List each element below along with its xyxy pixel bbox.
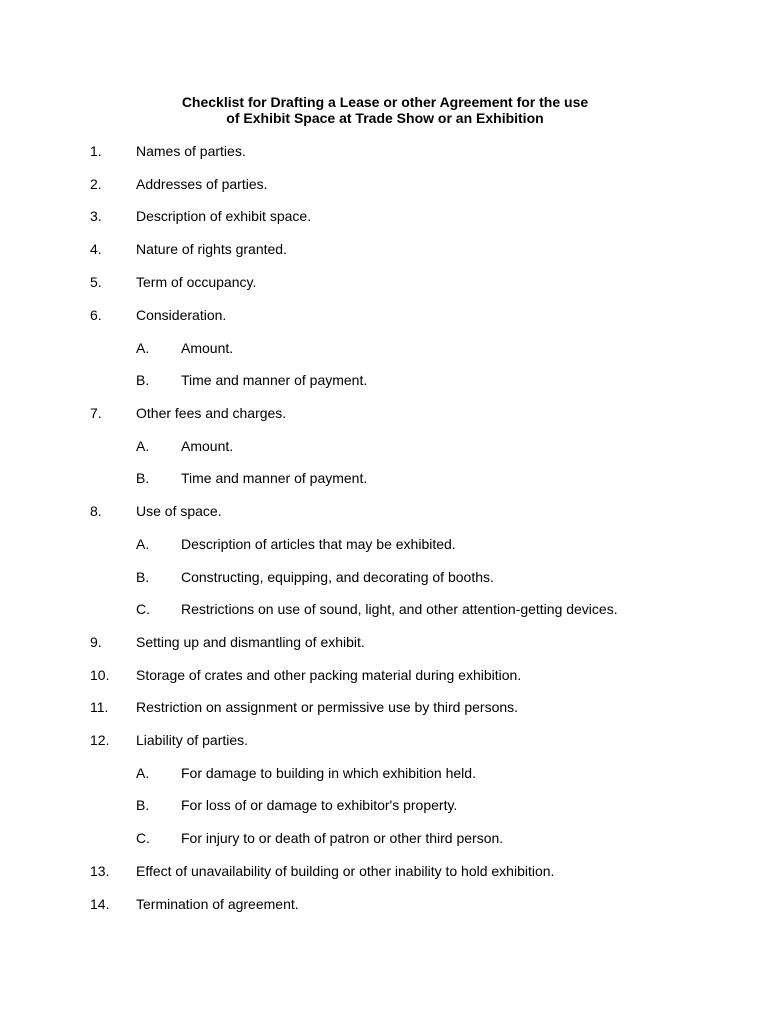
sub-item-text: Amount. <box>181 340 234 356</box>
item-text: Liability of parties. <box>136 732 249 748</box>
item-number: 6. <box>90 307 102 323</box>
sub-item-text: Time and manner of payment. <box>181 372 368 388</box>
item-text: Effect of unavailability of building or other inability to hold exhibition. <box>136 863 555 879</box>
document-title <box>0 94 770 126</box>
sub-item-text: Time and manner of payment. <box>181 470 368 486</box>
item-number: 4. <box>90 241 102 257</box>
sub-item-text: Description of articles that may be exhibited. <box>181 536 456 552</box>
item-number: 8. <box>90 503 102 519</box>
sub-item-letter: C. <box>136 830 150 846</box>
sub-item-letter: B. <box>136 372 150 388</box>
item-number: 3. <box>90 208 102 224</box>
sub-item-letter: A. <box>136 765 150 781</box>
item-text: Termination of agreement. <box>136 896 299 912</box>
item-text: Use of space. <box>136 503 222 519</box>
item-text: Setting up and dismantling of exhibit. <box>136 634 365 650</box>
sub-item-letter: B. <box>136 569 150 585</box>
title-line-2: of Exhibit Space at Trade Show or an Exhibition <box>226 110 544 126</box>
sub-item-letter: A. <box>136 340 150 356</box>
sub-item-text: Amount. <box>181 438 234 454</box>
sub-item-text: Constructing, equipping, and decorating of booths. <box>181 569 494 585</box>
title-line-1: Checklist for Drafting a Lease or other Agreement for the use <box>181 94 589 110</box>
sub-item-text: For injury to or death of patron or other third person. <box>181 830 504 846</box>
sub-item-letter: B. <box>136 470 150 486</box>
sub-item-text: For loss of or damage to exhibitor's property. <box>181 797 458 813</box>
sub-item-text: For damage to building in which exhibition held. <box>181 765 476 781</box>
sub-item-letter: B. <box>136 797 150 813</box>
sub-item-letter: A. <box>136 536 150 552</box>
item-text: Restriction on assignment or permissive use by third persons. <box>136 699 519 715</box>
item-text: Consideration. <box>136 307 227 323</box>
item-text: Names of parties. <box>136 143 246 159</box>
item-number: 2. <box>90 176 102 192</box>
item-number: 5. <box>90 274 102 290</box>
item-text: Other fees and charges. <box>136 405 287 421</box>
sub-item-letter: C. <box>136 601 150 617</box>
item-number: 10. <box>90 667 110 683</box>
item-number: 9. <box>90 634 102 650</box>
sub-item-letter: A. <box>136 438 150 454</box>
sub-item-text: Restrictions on use of sound, light, and other attention-getting devices. <box>181 601 618 617</box>
item-number: 14. <box>90 896 110 912</box>
item-number: 11. <box>90 699 109 715</box>
item-number: 7. <box>90 405 102 421</box>
item-text: Nature of rights granted. <box>136 241 287 257</box>
item-number: 13. <box>90 863 110 879</box>
item-text: Addresses of parties. <box>136 176 268 192</box>
item-text: Description of exhibit space. <box>136 208 312 224</box>
item-text: Storage of crates and other packing material during exhibition. <box>136 667 522 683</box>
item-number: 1. <box>90 143 102 159</box>
item-text: Term of occupancy. <box>136 274 257 290</box>
item-number: 12. <box>90 732 110 748</box>
